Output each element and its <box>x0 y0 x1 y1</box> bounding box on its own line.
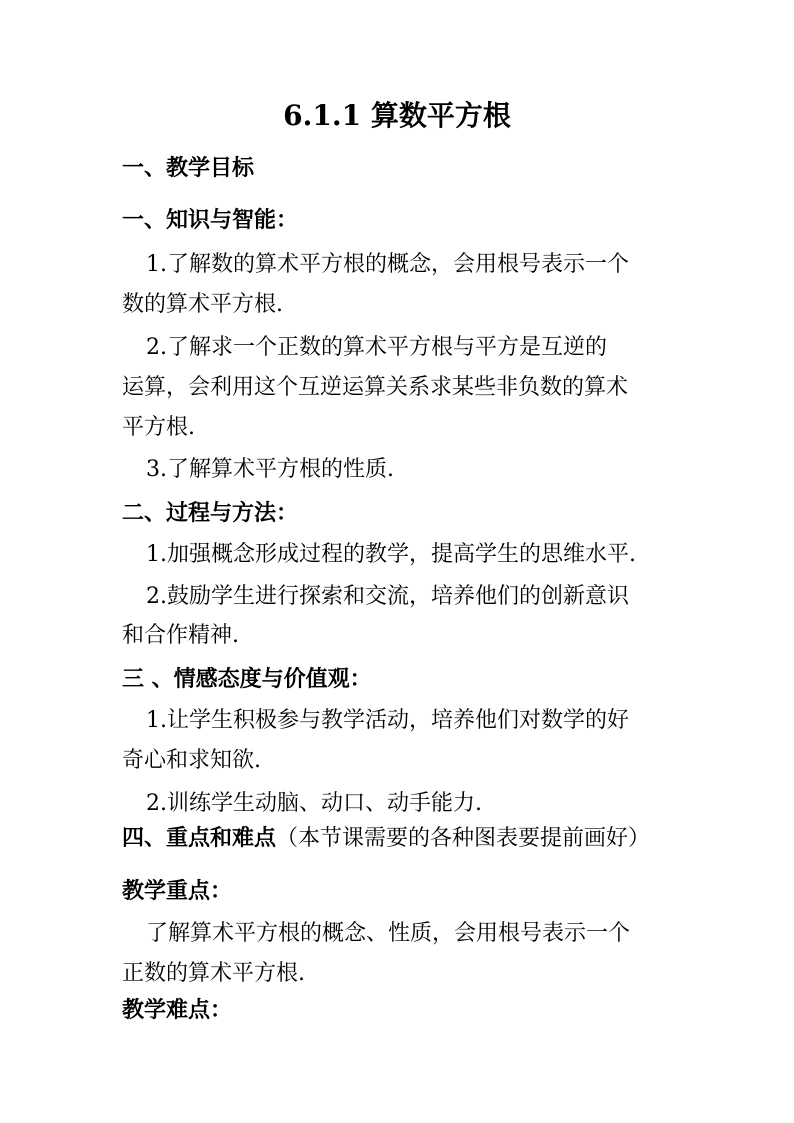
process-heading: 二、过程与方法： <box>122 500 299 526</box>
difficulty-heading: 教学难点： <box>122 997 233 1023</box>
focus-line-2: 正数的算术平方根. <box>122 961 305 986</box>
key-difficulty-heading-title: 四、重点和难点 <box>122 825 277 851</box>
emotion-item-2: 2.训练学生动脑、动口、动手能力. <box>146 791 482 816</box>
emotion-item-1-line-1: 1.让学生积极参与教学活动，培养他们对数学的好 <box>146 708 629 733</box>
knowledge-item-3: 3.了解算术平方根的性质. <box>146 457 394 482</box>
key-difficulty-heading <box>122 823 650 854</box>
knowledge-item-2-line-2: 运算，会利用这个互逆运算关系求某些非负数的算术 <box>122 375 629 400</box>
knowledge-heading: 一、知识与智能： <box>122 207 299 233</box>
knowledge-item-2-line-3: 平方根. <box>122 415 195 440</box>
emotion-heading: 三 、情感态度与价值观： <box>122 666 372 692</box>
focus-line-1: 了解算术平方根的概念、性质，会用根号表示一个 <box>146 921 631 946</box>
knowledge-item-1-line-2: 数的算术平方根. <box>122 292 283 317</box>
objectives-heading: 一、教学目标 <box>122 155 255 181</box>
knowledge-item-1-line-1: 1.了解数的算术平方根的概念，会用根号表示一个 <box>146 252 629 277</box>
document-title: 6.1.1 算数平方根 <box>283 99 511 132</box>
key-difficulty-heading-note: （本节课需要的各种图表要提前画好） <box>276 826 651 851</box>
focus-heading: 教学重点： <box>122 878 233 904</box>
knowledge-item-2-line-1: 2.了解求一个正数的算术平方根与平方是互逆的 <box>146 335 607 360</box>
process-item-2-line-1: 2.鼓励学生进行探索和交流，培养他们的创新意识 <box>146 584 629 609</box>
process-item-2-line-2: 和合作精神. <box>122 623 239 648</box>
emotion-item-1-line-2: 奇心和求知欲. <box>122 748 261 773</box>
process-item-1: 1.加强概念形成过程的教学，提高学生的思维水平. <box>146 542 636 567</box>
